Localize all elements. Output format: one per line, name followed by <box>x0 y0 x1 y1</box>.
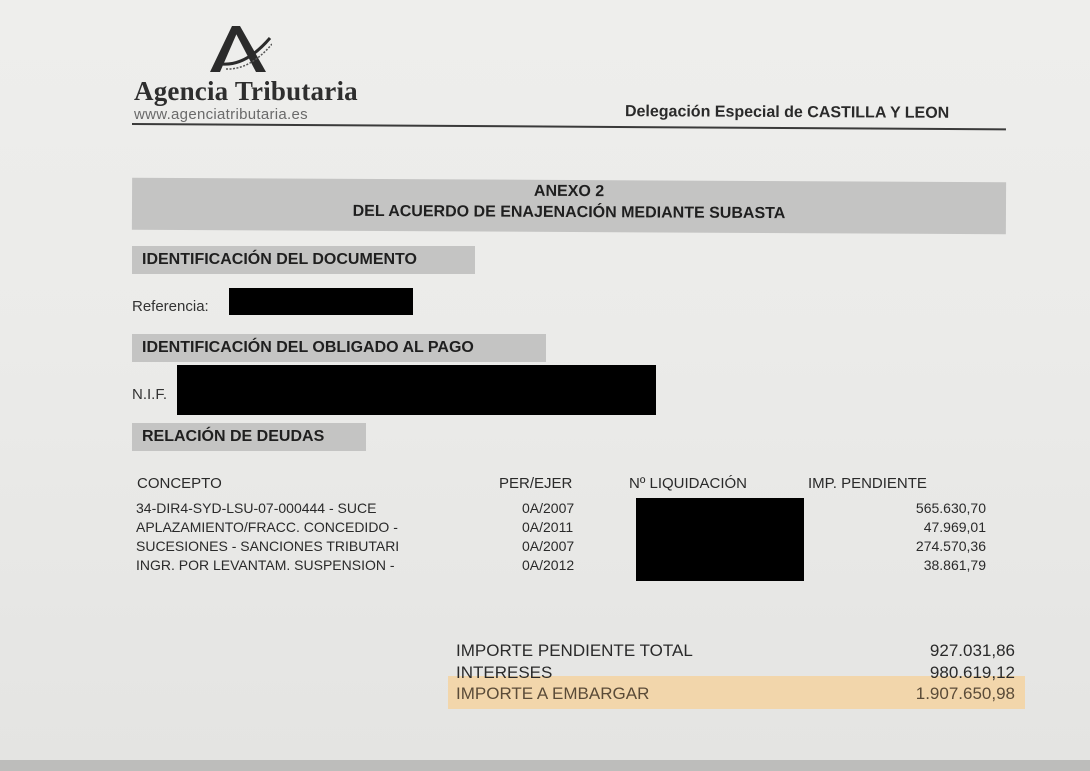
cell-concepto: 34-DIR4-SYD-LSU-07-000444 - SUCE <box>136 500 377 516</box>
seizure-amount-value: 1.907.650,98 <box>915 684 1015 703</box>
nif-redaction <box>177 365 656 415</box>
table-row <box>136 557 986 576</box>
section-payer-identification: IDENTIFICACIÓN DEL OBLIGADO AL PAGO <box>132 334 546 362</box>
column-header-liquidacion: Nº LIQUIDACIÓN <box>629 475 747 492</box>
agencia-tributaria-logo-icon <box>206 22 272 76</box>
cell-per-ejer: 0A/2012 <box>522 557 575 573</box>
table-row <box>136 538 986 557</box>
interest-label: INTERESES <box>456 663 553 682</box>
liquidacion-redaction <box>636 498 804 581</box>
agency-website: www.agenciatributaria.es <box>134 106 308 123</box>
cell-concepto: SUCESIONES - SANCIONES TRIBUTARI <box>136 538 400 554</box>
cell-importe: 565.630,70 <box>915 500 986 516</box>
cell-importe: 47.969,01 <box>923 519 986 535</box>
cell-per-ejer: 0A/2007 <box>522 538 575 554</box>
section-document-identification: IDENTIFICACIÓN DEL DOCUMENTO <box>132 246 475 274</box>
annex-subtitle: DEL ACUERDO DE ENAJENACIÓN MEDIANTE SUBASTA <box>352 202 786 223</box>
cell-importe: 38.861,79 <box>923 557 986 573</box>
table-row <box>136 519 986 538</box>
cell-per-ejer: 0A/2011 <box>522 519 574 535</box>
column-header-per-ejer: PER/EJER <box>499 475 573 492</box>
table-row <box>136 500 986 519</box>
reference-redaction <box>229 288 413 315</box>
agency-name: Agencia Tributaria <box>134 76 358 106</box>
pending-total-label: IMPORTE PENDIENTE TOTAL <box>456 641 693 660</box>
interest-value: 980.619,12 <box>929 663 1015 682</box>
column-header-importe: IMP. PENDIENTE <box>808 475 927 492</box>
cell-concepto: APLAZAMIENTO/FRACC. CONCEDIDO - <box>136 519 398 535</box>
annex-title: ANEXO 2 <box>533 182 605 201</box>
page-edge <box>0 760 1090 771</box>
seizure-amount-label: IMPORTE A EMBARGAR <box>456 684 650 703</box>
cell-importe: 274.570,36 <box>915 538 986 554</box>
pending-total-value: 927.031,86 <box>929 641 1015 660</box>
nif-label: N.I.F. <box>132 386 168 403</box>
section-debts: RELACIÓN DE DEUDAS <box>132 423 366 451</box>
column-header-concepto: CONCEPTO <box>137 475 222 492</box>
cell-per-ejer: 0A/2007 <box>522 500 575 516</box>
reference-label: Referencia: <box>132 298 209 315</box>
cell-concepto: INGR. POR LEVANTAM. SUSPENSION - <box>136 557 395 573</box>
header-divider <box>132 123 1006 130</box>
annex-banner <box>132 178 1006 235</box>
delegation-title: Delegación Especial de CASTILLA Y LEON <box>624 103 950 122</box>
